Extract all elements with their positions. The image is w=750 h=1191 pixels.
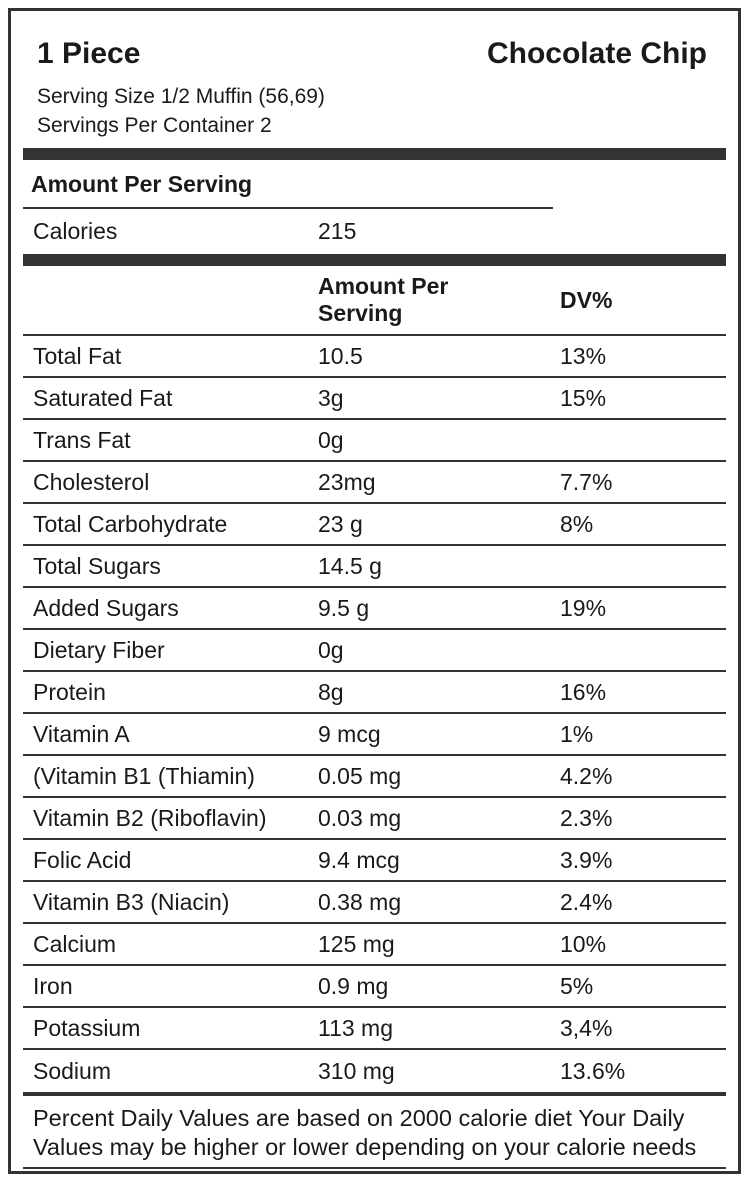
header-amount-column: Amount Per Serving — [318, 273, 449, 326]
nutrient-name: Total Carbohydrate — [33, 510, 228, 537]
calories-section — [23, 160, 726, 254]
nutrient-dv: 15% — [560, 384, 607, 411]
nutrient-amount: 310 mg — [318, 1057, 395, 1084]
table-row — [23, 714, 726, 756]
nutrient-amount: 113 mg — [318, 1014, 394, 1041]
footer-underline — [23, 1167, 726, 1169]
table-row — [23, 378, 726, 420]
table-row — [23, 840, 726, 882]
nutrient-dv: 16% — [560, 678, 607, 705]
amount-per-serving-heading: Amount Per Serving — [31, 171, 253, 197]
nutrient-dv: 4.2% — [560, 762, 613, 789]
nutrient-dv: 3.9% — [560, 846, 613, 873]
nutrient-dv: 5% — [560, 972, 594, 999]
nutrient-amount: 8g — [318, 678, 344, 705]
table-row — [23, 462, 726, 504]
nutrient-amount: 0.38 mg — [318, 888, 402, 915]
calories-row — [23, 209, 726, 254]
nutrient-amount: 14.5 g — [318, 552, 382, 579]
nutrient-amount: 23 g — [318, 510, 363, 537]
nutrient-name: Iron — [33, 972, 73, 999]
nutrient-dv: 2.3% — [560, 804, 613, 831]
nutrient-name: Vitamin A — [33, 720, 130, 747]
nutrition-label — [8, 8, 741, 1174]
nutrient-dv: 19% — [560, 594, 607, 621]
nutrient-amount: 9.5 g — [318, 594, 370, 621]
nutrient-dv: 10% — [560, 930, 607, 957]
nutrient-dv: 3,4% — [560, 1014, 613, 1041]
calories-value: 215 — [318, 218, 357, 244]
divider-bar-top — [23, 148, 726, 160]
serving-info — [37, 82, 707, 140]
nutrient-name: Total Sugars — [33, 552, 161, 579]
servings-per-container-text: Servings Per Container 2 — [37, 114, 272, 137]
nutrient-amount: 9.4 mcg — [318, 846, 400, 873]
table-row — [23, 420, 726, 462]
nutrient-amount: 3g — [318, 384, 344, 411]
nutrient-name: Total Fat — [33, 342, 122, 369]
table-row — [23, 798, 726, 840]
nutrient-name: (Vitamin B1 (Thiamin) — [33, 762, 255, 789]
nutrient-name: Trans Fat — [33, 426, 131, 453]
nutrient-amount: 23mg — [318, 468, 376, 495]
nutrient-name: Saturated Fat — [33, 384, 173, 411]
calories-label: Calories — [33, 218, 118, 244]
nutrient-dv: 13.6% — [560, 1057, 626, 1084]
table-row — [23, 672, 726, 714]
nutrient-name: Calcium — [33, 930, 117, 957]
nutrient-dv: 1% — [560, 720, 594, 747]
nutrient-amount: 10.5 — [318, 342, 363, 369]
serving-size-text: Serving Size 1/2 Muffin (56,69) — [37, 85, 325, 108]
nutrient-dv: 7.7% — [560, 468, 613, 495]
divider-bar-middle — [23, 254, 726, 266]
table-row — [23, 336, 726, 378]
nutrient-amount: 9 mcg — [318, 720, 381, 747]
table-row — [23, 1050, 726, 1092]
nutrient-amount: 125 mg — [318, 930, 395, 957]
table-row — [23, 588, 726, 630]
nutrient-name: Added Sugars — [33, 594, 179, 621]
nutrient-amount: 0.9 mg — [318, 972, 389, 999]
nutrient-name: Protein — [33, 678, 106, 705]
nutrient-name: Dietary Fiber — [33, 636, 165, 663]
title-row — [37, 37, 707, 70]
nutrient-dv: 8% — [560, 510, 594, 537]
table-row — [23, 630, 726, 672]
table-row — [23, 882, 726, 924]
table-row — [23, 504, 726, 546]
table-row — [23, 966, 726, 1008]
nutrient-name: Potassium — [33, 1014, 141, 1041]
table-row — [23, 1008, 726, 1050]
nutrient-name: Vitamin B2 (Riboflavin) — [33, 804, 267, 831]
nutrient-name: Vitamin B3 (Niacin) — [33, 888, 230, 915]
nutrition-rows — [23, 336, 726, 1092]
daily-values-note: Percent Daily Values are based on 2000 calorie diet Your Daily Values may be higher or lower depending on your calorie needs — [33, 1105, 697, 1160]
product-name: Chocolate Chip — [486, 37, 707, 70]
label-header — [23, 37, 726, 140]
table-row — [23, 546, 726, 588]
nutrient-amount: 0.05 mg — [318, 762, 402, 789]
table-header-row — [23, 266, 726, 336]
nutrient-name: Sodium — [33, 1057, 111, 1084]
nutrition-table — [23, 266, 726, 1096]
header-dv-column: DV% — [560, 286, 613, 313]
portion-title: 1 Piece — [37, 37, 141, 70]
nutrient-name: Folic Acid — [33, 846, 132, 873]
nutrient-dv: 2.4% — [560, 888, 613, 915]
nutrient-amount: 0g — [318, 636, 344, 663]
nutrient-name: Cholesterol — [33, 468, 150, 495]
nutrient-dv: 13% — [560, 342, 607, 369]
table-row — [23, 756, 726, 798]
nutrient-amount: 0g — [318, 426, 344, 453]
nutrient-amount: 0.03 mg — [318, 804, 402, 831]
table-row — [23, 924, 726, 966]
label-footer — [23, 1096, 726, 1169]
